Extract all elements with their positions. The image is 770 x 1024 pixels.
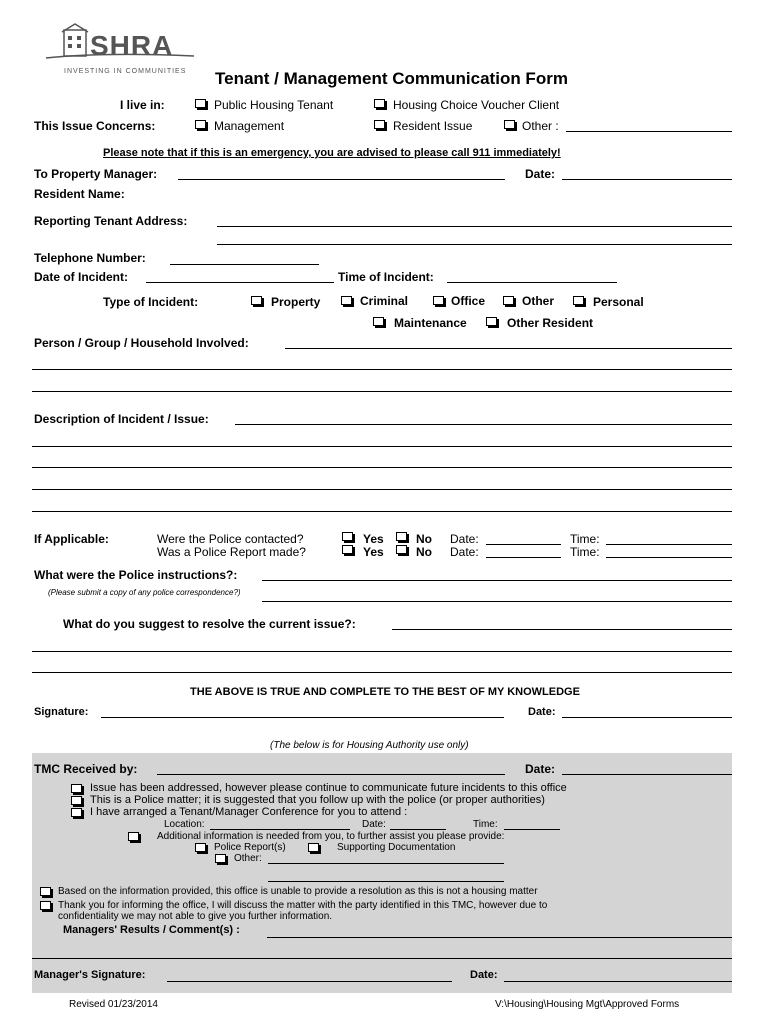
supporting-docs-label: Supporting Documentation bbox=[337, 842, 456, 853]
manager-date-label: Date: bbox=[470, 969, 498, 981]
logo-tagline: INVESTING IN COMMUNITIES bbox=[64, 68, 187, 75]
location-label: Location: bbox=[164, 819, 205, 830]
police-instructions-field-2[interactable] bbox=[262, 601, 732, 602]
office-use-note: (The below is for Housing Authority use only) bbox=[270, 740, 469, 751]
police-contacted-date-field[interactable] bbox=[486, 544, 561, 545]
police-report-no-label: No bbox=[416, 545, 432, 559]
emergency-notice: Please note that if this is an emergency, you are advised to please call 911 immediately! bbox=[103, 147, 561, 159]
police-report-no-checkbox[interactable] bbox=[396, 545, 407, 554]
tmc-date-field[interactable] bbox=[562, 774, 732, 775]
not-housing-label: Based on the information provided, this office is unable to provide a resolution as this is not a housing matter bbox=[58, 886, 538, 897]
description-label: Description of Incident / Issue: bbox=[34, 412, 209, 426]
signature-date-label: Date: bbox=[528, 706, 556, 718]
incident-date-field[interactable] bbox=[146, 282, 334, 283]
other-resident-checkbox[interactable] bbox=[486, 317, 497, 326]
managers-results-field-2[interactable] bbox=[32, 958, 732, 959]
not-housing-checkbox[interactable] bbox=[40, 887, 51, 896]
date-field[interactable] bbox=[562, 179, 732, 180]
file-path: V:\Housing\Housing Mgt\Approved Forms bbox=[495, 999, 680, 1010]
police-matter-label: This is a Police matter; it is suggested that you follow up with the police (or proper authorities) bbox=[90, 794, 545, 806]
office-checkbox[interactable] bbox=[433, 296, 444, 305]
police-matter-checkbox[interactable] bbox=[71, 796, 82, 805]
managers-results-label: Managers' Results / Comment(s) : bbox=[63, 924, 240, 936]
conference-label: I have arranged a Tenant/Manager Conference for you to attend : bbox=[90, 806, 408, 818]
tmc-received-label: TMC Received by: bbox=[34, 762, 138, 776]
description-field-5[interactable] bbox=[32, 511, 732, 512]
description-field-4[interactable] bbox=[32, 489, 732, 490]
public-housing-label: Public Housing Tenant bbox=[214, 98, 334, 112]
additional-info-label: Additional information is needed from you, to further assist you please provide: bbox=[157, 831, 505, 842]
certify-statement: THE ABOVE IS TRUE AND COMPLETE TO THE BEST OF MY KNOWLEDGE bbox=[190, 686, 580, 698]
police-report-date-field[interactable] bbox=[486, 557, 561, 558]
police-contacted-label: Were the Police contacted? bbox=[157, 532, 304, 546]
police-contacted-date-label: Date: bbox=[450, 532, 479, 546]
police-report-time-label: Time: bbox=[570, 545, 600, 559]
tmc-received-field[interactable] bbox=[157, 774, 505, 775]
property-checkbox[interactable] bbox=[251, 296, 262, 305]
property-manager-label: To Property Manager: bbox=[34, 167, 158, 181]
conference-time-label: Time: bbox=[473, 819, 498, 830]
police-reports-label: Police Report(s) bbox=[214, 842, 286, 853]
police-contacted-no-label: No bbox=[416, 532, 432, 546]
police-instructions-field-1[interactable] bbox=[262, 580, 732, 581]
police-report-time-field[interactable] bbox=[606, 557, 732, 558]
maintenance-label: Maintenance bbox=[394, 316, 467, 330]
live-in-label: I live in: bbox=[120, 98, 165, 112]
property-manager-field[interactable] bbox=[178, 179, 505, 180]
manager-date-field[interactable] bbox=[504, 981, 732, 982]
thank-you-checkbox[interactable] bbox=[40, 901, 51, 910]
police-contacted-time-field[interactable] bbox=[606, 544, 732, 545]
police-contacted-yes-checkbox[interactable] bbox=[342, 532, 353, 541]
other-concern-field[interactable] bbox=[566, 131, 732, 132]
police-contacted-time-label: Time: bbox=[570, 532, 600, 546]
incident-type-label: Type of Incident: bbox=[103, 295, 199, 309]
other-concern-label: Other : bbox=[522, 119, 559, 133]
description-field-2[interactable] bbox=[32, 446, 732, 447]
logo bbox=[44, 22, 204, 80]
police-copy-note: (Please submit a copy of any police correspondence?) bbox=[48, 588, 241, 597]
address-field-2[interactable] bbox=[217, 244, 732, 245]
resident-issue-checkbox[interactable] bbox=[374, 120, 385, 129]
other-docs-label: Other: bbox=[234, 853, 262, 864]
if-applicable-label: If Applicable: bbox=[34, 532, 109, 546]
criminal-checkbox[interactable] bbox=[341, 296, 352, 305]
description-field-3[interactable] bbox=[32, 467, 732, 468]
suggest-field-1[interactable] bbox=[392, 629, 732, 630]
criminal-label: Criminal bbox=[360, 294, 409, 308]
manager-signature-field[interactable] bbox=[167, 981, 452, 982]
location-field[interactable] bbox=[210, 829, 350, 830]
revised-date: Revised 01/23/2014 bbox=[69, 999, 158, 1010]
person-involved-field-2[interactable] bbox=[32, 369, 732, 370]
incident-time-field[interactable] bbox=[447, 282, 617, 283]
suggest-field-3[interactable] bbox=[32, 672, 732, 673]
telephone-field[interactable] bbox=[170, 264, 319, 265]
police-reports-checkbox[interactable] bbox=[195, 843, 206, 852]
suggest-field-2[interactable] bbox=[32, 651, 732, 652]
other-type-label: Other bbox=[522, 294, 555, 308]
address-label: Reporting Tenant Address: bbox=[34, 214, 188, 228]
police-report-date-label: Date: bbox=[450, 545, 479, 559]
description-field-1[interactable] bbox=[235, 424, 732, 425]
police-contacted-no-checkbox[interactable] bbox=[396, 532, 407, 541]
date-label: Date: bbox=[525, 167, 556, 181]
other-docs-checkbox[interactable] bbox=[215, 854, 226, 863]
resident-name-label: Resident Name: bbox=[34, 187, 125, 201]
police-instructions-label: What were the Police instructions?: bbox=[34, 568, 238, 582]
police-contacted-yes-label: Yes bbox=[363, 532, 384, 546]
manager-signature-label: Manager's Signature: bbox=[34, 969, 146, 981]
police-report-yes-checkbox[interactable] bbox=[342, 545, 353, 554]
management-label: Management bbox=[214, 119, 285, 133]
concerns-label: This Issue Concerns: bbox=[34, 119, 156, 133]
thank-you-label-1: Thank you for informing the office, I will discuss the matter with the party identified in this TMC, however due to bbox=[58, 900, 548, 911]
thank-you-label-2: confidentiality we may not able to give you further information. bbox=[58, 911, 333, 922]
address-field-1[interactable] bbox=[217, 226, 732, 227]
other-docs-field-2[interactable] bbox=[268, 881, 504, 882]
police-report-yes-label: Yes bbox=[363, 545, 384, 559]
form-title: Tenant / Management Communication Form bbox=[215, 69, 568, 88]
incident-time-label: Time of Incident: bbox=[338, 270, 434, 284]
resident-issue-label: Resident Issue bbox=[393, 119, 473, 133]
conference-time-field[interactable] bbox=[504, 829, 560, 830]
supporting-docs-checkbox[interactable] bbox=[308, 843, 319, 852]
telephone-label: Telephone Number: bbox=[34, 251, 146, 265]
police-report-label: Was a Police Report made? bbox=[157, 545, 306, 559]
voucher-client-checkbox[interactable] bbox=[374, 99, 385, 108]
signature-label: Signature: bbox=[34, 706, 89, 718]
conference-checkbox[interactable] bbox=[71, 808, 82, 817]
other-concern-checkbox[interactable] bbox=[504, 120, 515, 129]
maintenance-checkbox[interactable] bbox=[373, 317, 384, 326]
other-type-checkbox[interactable] bbox=[503, 296, 514, 305]
addressed-label: Issue has been addressed, however please continue to communicate future incidents to this office bbox=[90, 782, 567, 794]
person-involved-label: Person / Group / Household Involved: bbox=[34, 336, 249, 350]
managers-results-field-1[interactable] bbox=[267, 937, 732, 938]
suggest-label: What do you suggest to resolve the current issue?: bbox=[63, 617, 356, 631]
person-involved-field-1[interactable] bbox=[285, 348, 732, 349]
addressed-checkbox[interactable] bbox=[71, 784, 82, 793]
personal-checkbox[interactable] bbox=[573, 296, 584, 305]
signature-date-field[interactable] bbox=[562, 717, 732, 718]
conference-date-label: Date: bbox=[362, 819, 386, 830]
incident-date-label: Date of Incident: bbox=[34, 270, 129, 284]
person-involved-field-3[interactable] bbox=[32, 391, 732, 392]
tmc-date-label: Date: bbox=[525, 762, 556, 776]
conference-date-field[interactable] bbox=[390, 829, 446, 830]
personal-label: Personal bbox=[593, 295, 644, 309]
other-docs-field-1[interactable] bbox=[268, 863, 504, 864]
management-checkbox[interactable] bbox=[195, 120, 206, 129]
signature-field[interactable] bbox=[101, 717, 504, 718]
additional-info-checkbox[interactable] bbox=[128, 832, 139, 841]
property-label: Property bbox=[271, 295, 321, 309]
logo-text: SHRA bbox=[90, 30, 174, 61]
other-resident-label: Other Resident bbox=[507, 316, 594, 330]
voucher-client-label: Housing Choice Voucher Client bbox=[393, 98, 560, 112]
office-label: Office bbox=[451, 294, 486, 308]
public-housing-checkbox[interactable] bbox=[195, 99, 206, 108]
